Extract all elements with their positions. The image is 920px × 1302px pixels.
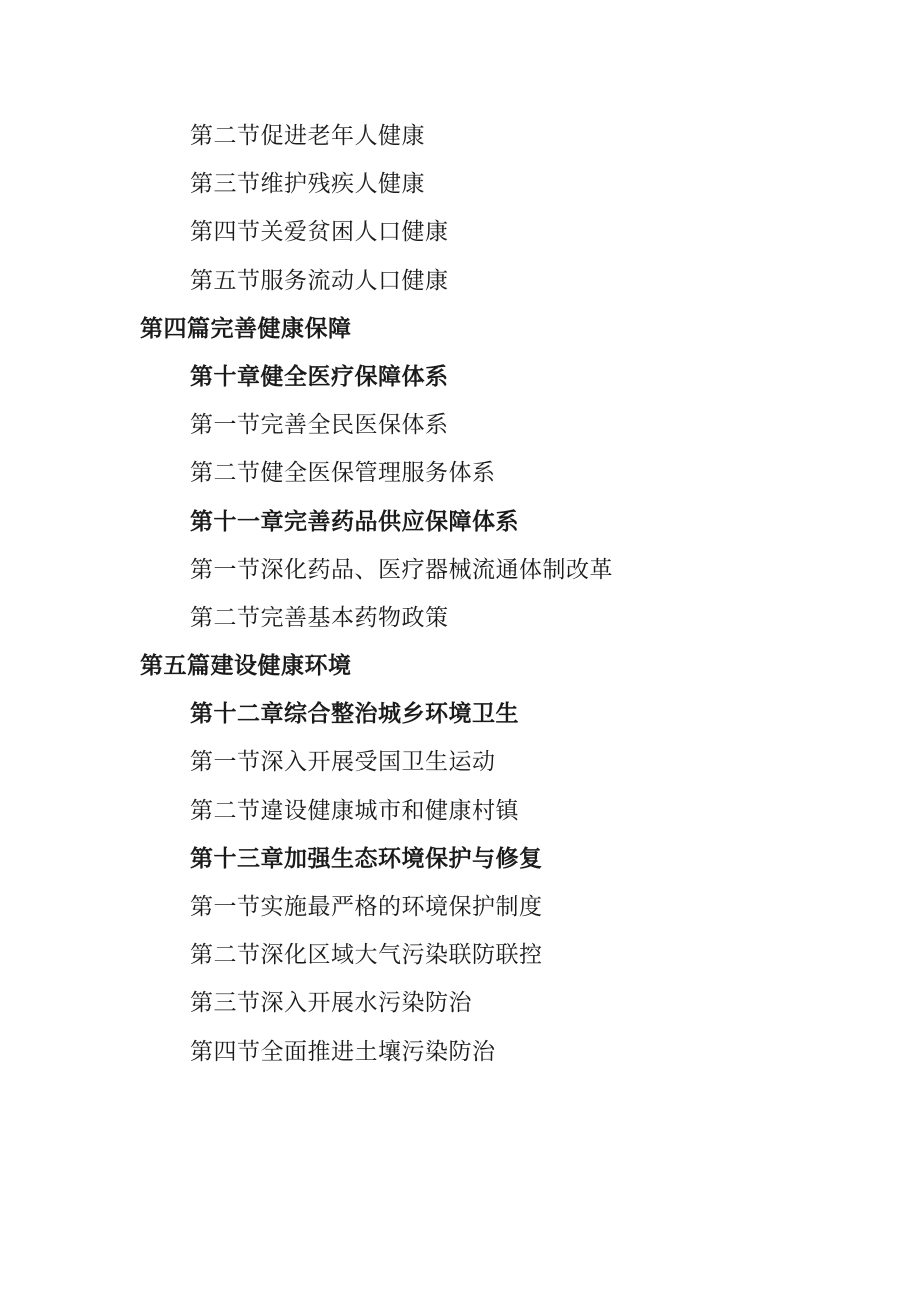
- toc-section: 第四节全面推进土壤污染防治: [190, 1038, 496, 1065]
- toc-section: 第五节服务流动人口健康: [190, 267, 449, 294]
- toc-chapter-heading: 第十章健全医疗保障体系: [190, 362, 449, 390]
- table-of-contents: [0, 112, 920, 1076]
- toc-part-heading: 第五篇建设健康环境: [140, 652, 352, 680]
- toc-section: 第二节促进老年人健康: [190, 123, 425, 149]
- toc-section: 第二节完善基本药物政策: [190, 604, 449, 631]
- toc-section: 第一节实施最严格的环境保护制度: [190, 894, 543, 920]
- toc-section: 第四节关爱贫困人口健康: [190, 219, 449, 246]
- toc-chapter-heading: 第十三章加强生态环境保护与修复: [190, 844, 543, 872]
- toc-section: 第一节深化药品、医疗器械流通体制改革: [190, 556, 613, 583]
- toc-chapter-heading: 第十一章完善药品供应保障体系: [190, 507, 519, 535]
- toc-part-heading: 第四篇完善健康保障: [140, 314, 352, 342]
- toc-chapter-heading: 第十二章综合整治城乡环境卫生: [190, 700, 519, 728]
- toc-section: 第一节深入开展受国卫生运动: [190, 749, 496, 776]
- toc-section: 第二节深化区域大气污染联防联控: [190, 942, 543, 969]
- toc-section: 第三节维护残疾人健康: [190, 171, 425, 198]
- toc-section: 第二节健全医保管理服务体系: [190, 460, 496, 487]
- toc-section: 第二节違设健康城市和健康村镇: [190, 797, 519, 824]
- toc-section: 第三节深入开展水污染防治: [190, 990, 472, 1017]
- toc-section: 第一节完善全民医保体系: [190, 412, 449, 439]
